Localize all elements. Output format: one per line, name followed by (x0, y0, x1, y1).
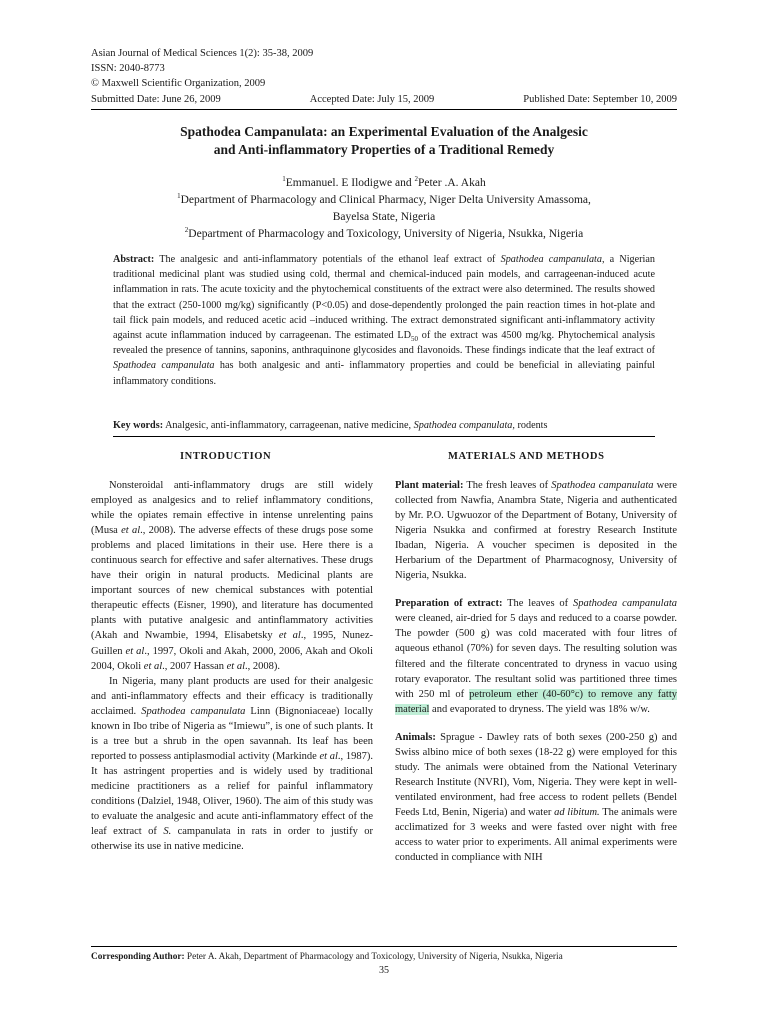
abstract-text-2: , a Nigerian traditional medicinal plant was studied using cold, thermal and chemical-induced pain models, and carrageenan-induced acute inflammation in rats. The acute toxicity and the phytochemical constituents of the extract were also determined. The results showed that the extract (250-1000 mg/kg) significantly (P<0.05) and dose-dependently prolonged the pain reaction times in hot-plate and tail flick pain models, and reduced acetic acid –induced writhing. The extract demonstrated significant anti-inflammatory activity against acute inflammation induced by carrageenan. The estimated LD (113, 254, 655, 342)
corresponding-author (91, 951, 677, 963)
introduction-column (91, 478, 373, 854)
intro-p1-text-b: ., 2008). The adverse effects of these drugs pose some problems and placed limitations in their use. Here there is a continuous search for effective and safer alternatives. These drugs have their origin in natural products. Medicinal plants are important sources of new chemical substances with potential therapeutic effects (Eisner, 1990), and literature has documented plants with putative analgesic and antinflammatory activities (Akah and Nwambie, 1994, Elisabetsky (91, 525, 373, 642)
animals-ad-libitum: ad libitum. (554, 806, 600, 818)
affiliation-1-line-2: Bayelsa State, Nigeria (332, 211, 436, 223)
journal-copyright: © Maxwell Scientific Organization, 2009 (91, 78, 266, 89)
affiliation-2-text: Department of Pharmacology and Toxicology, University of Nigeria, Nsukka, Nigeria (188, 228, 584, 240)
intro-p2-text-b: Linn (Bignoniaceae) locally known in Ibo tribe of Nigeria as “Imiewu”, is one of such plants. It is a tree but a shrub in the open savannah. Its leaf has been reported to possess antiplasmodial activity (Markinde (91, 705, 373, 762)
intro-p2-genus-abbrev: S. (163, 826, 172, 838)
journal-name: Asian Journal of Medical Sciences 1(2): 35-38, 2009 (91, 48, 314, 59)
animals-text-a: Sprague - Dawley rats of both sexes (200-250 g) and Swiss albino mice of both sexes (18-22 g) were employed for this study. The animals were obtained from the National Veterinary Research Institute (NVRI), Vom, Nigeria. They were kept in well-ventilated environment, had free access to rodent pellets (Bendel Feeds Ltd, Benin, Nigeria) and water (395, 731, 677, 818)
affiliation-2 (91, 226, 677, 243)
affiliation-1-sup: 1 (177, 192, 181, 201)
keywords-species: Spathodea companulata, (413, 420, 515, 431)
animals-paragraph (395, 730, 677, 865)
animals-text-b: The animals were acclimatized for 3 weeks and were fasted over night with free access to water prior to experiments. All animal experiments were conducted in compliance with NIH (395, 806, 677, 864)
journal-issn: ISSN: 2040-8773 (91, 63, 165, 74)
header-rule (91, 109, 677, 110)
abstract-species-2: Spathodea campanulata (113, 360, 215, 372)
intro-p2-etal: et al (319, 750, 338, 762)
plant-text-a: The fresh leaves of (463, 480, 552, 491)
intro-p1-text-e: ., 2007 Hassan (162, 660, 227, 672)
preparation-label: Preparation of extract: (395, 598, 503, 610)
date-row (91, 94, 677, 105)
abstract-text-3: of the extract was 4500 mg/kg. Phytochemical analysis revealed the presence of tannins, saponins, anthraquinone glycosides and flavonoids. These findings indicate that the leaf extract of (113, 330, 655, 357)
methods-heading: MATERIALS AND METHODS (448, 451, 605, 462)
ld50-subscript: 50 (410, 335, 418, 344)
methods-column (395, 478, 677, 865)
intro-p1-text-a: Nonsteroidal anti-inflammatory drugs are still widely employed as analgesics and to relief inflammatory conditions, while the opiates remain effective in intense unrelenting pains (Musa (91, 480, 373, 537)
keywords (113, 419, 655, 433)
intro-p1-text-f: ., 2008). (245, 660, 280, 672)
abstract-text-4: has both analgesic and anti- inflammatory properties and could be beneficial in alleviating painful inflammatory conditions. (113, 360, 655, 387)
preparation-paragraph (395, 596, 677, 716)
affiliation-1-line-1: Department of Pharmacology and Clinical Pharmacy, Niger Delta University Amassoma, (180, 194, 591, 206)
prep-text-c: and evaporated to dryness. The yield was 18% w/w. (429, 703, 650, 715)
intro-p2-text-c: ., 1987). It has astringent properties and is widely used by traditional medicine practitioners as a relief for painful inflammatory conditions (Dalziel, 1948, Oliver, 1960). The aim of this study was to evaluate the analgesic and acute anti-inflammatory effect of the leaf extract of (91, 750, 373, 838)
plant-material-paragraph (395, 478, 677, 583)
abstract (113, 252, 655, 389)
plant-material-label: Plant material: (395, 480, 464, 491)
highlighted-text: petroleum ether (40-60°c) to remove any fatty material (395, 688, 677, 715)
intro-p1-etal-4: et al (143, 660, 163, 672)
author-names (91, 175, 677, 192)
accepted-date: Accepted Date: July 15, 2009 (309, 94, 435, 105)
intro-p1-text-d: ., 1997, Okoli and Akah, 2000, 2006, Akah and Okoli 2004, Okoli (91, 645, 373, 672)
keywords-text-1: Analgesic, anti-inflammatory, carrageenan, native medicine, (163, 420, 414, 431)
intro-paragraph-1 (91, 478, 373, 674)
intro-p1-etal-3: et al (125, 645, 145, 657)
intro-p2-text-a: In Nigeria, many plant products are used for their analgesic and anti-inflammatory effects and their efficacy is traditionally acclaimed. (91, 675, 373, 717)
prep-text-a: The leaves of (502, 598, 573, 610)
author-block (91, 175, 677, 243)
introduction-heading: INTRODUCTION (180, 451, 272, 462)
paragraph-spacer (395, 717, 677, 730)
plant-species: Spathodea campanulata (551, 480, 654, 491)
intro-p2-text-d: campanulata in rats in order to justify or otherwise its use in native medicine. (91, 826, 374, 853)
paper-title (91, 123, 677, 159)
author-1: Emmanuel. E Ilodigwe and (285, 177, 415, 189)
corr-label: Corresponding Author: (91, 952, 185, 962)
page-number: 35 (379, 965, 389, 976)
intro-paragraph-2 (91, 674, 373, 855)
abstract-species-1: Spathodea campanulata (500, 254, 602, 265)
prep-species: Spathodea campanulata (572, 598, 677, 610)
plant-text-b: were collected from Nawfia, Anambra State, Nigeria and authenticated by Mr. P.O. Ugwuozor of the Department of Botany, University of Nigeria Nsukka and confirmed at forestry Research Institute Ibadan, Nigeria. A voucher specimen is deposited in the Herbarium of the Department of Pharmacognosy, University of Nigeria, Nsukka. (395, 480, 678, 582)
intro-p1-etal-2: et al (278, 630, 301, 642)
animals-label: Animals: (395, 731, 436, 743)
abstract-label: Abstract: (113, 254, 155, 265)
intro-p1-text-c: ., 1995, Nunez-Guillen (91, 630, 373, 657)
footer-rule (91, 946, 677, 947)
affiliation-2-sup: 2 (184, 226, 189, 235)
prep-text-b: were cleaned, air-dried for 5 days and reduced to a coarse powder. The powder (500 g) was cold macerated with four litres of aqueous ethanol (70%) for seven days. The resulting solution was filtered and the filterate concentrated to dryness in vacuo using rotary evaporator. The resultant solid was partitioned three times with 250 ml of (395, 613, 677, 700)
author-1-sup: 1 (282, 175, 286, 184)
paragraph-spacer (395, 583, 677, 596)
abstract-text-1: The analgesic and anti-inflammatory potentials of the ethanol leaf extract of (154, 254, 501, 265)
published-date: Published Date: September 10, 2009 (523, 94, 677, 105)
title-line-2: and Anti-inflammatory Properties of a Traditional Remedy (213, 142, 555, 157)
keywords-label: Key words: (113, 420, 164, 431)
author-2: Peter .A. Akah (417, 177, 486, 189)
corr-text: Peter A. Akah, Department of Pharmacology and Toxicology, University of Nigeria, Nsukka, Nigeria (184, 952, 563, 962)
author-2-sup: 2 (414, 175, 418, 184)
intro-p1-etal-1: et al (121, 525, 141, 537)
intro-p1-etal-5: et al (226, 660, 245, 672)
keywords-rule (113, 436, 655, 437)
keywords-text-2: rodents (514, 420, 548, 431)
affiliation-1 (91, 192, 677, 209)
submitted-date: Submitted Date: June 26, 2009 (91, 94, 221, 105)
title-line-1: Spathodea Campanulata: an Experimental Evaluation of the Analgesic (180, 124, 588, 139)
intro-p2-species: Spathodea campanulata (141, 705, 246, 717)
